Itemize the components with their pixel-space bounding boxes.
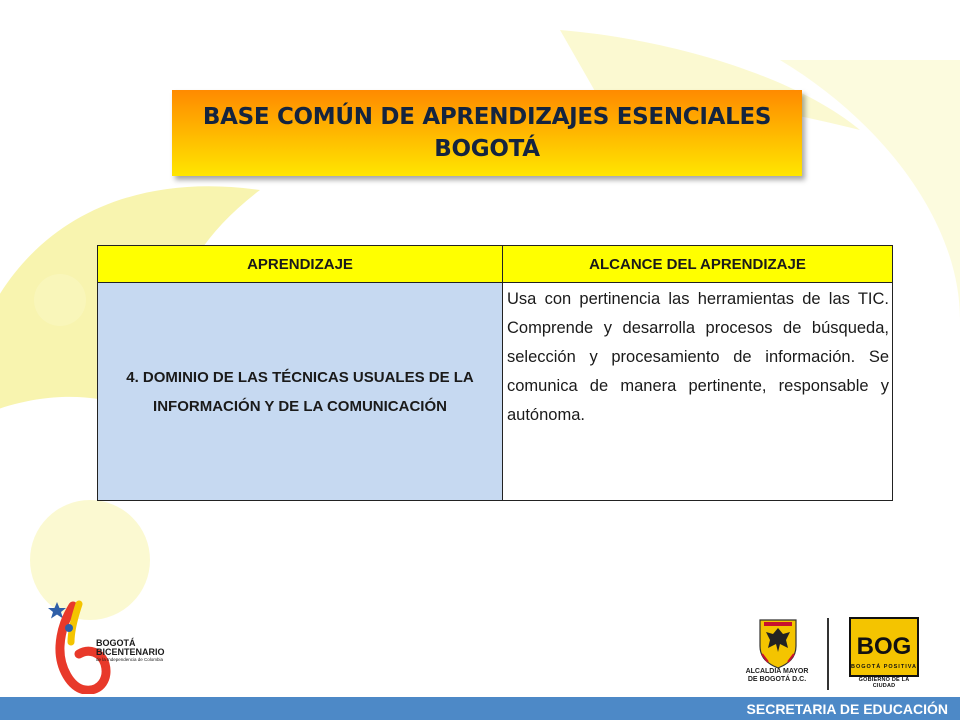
title-line-2: BOGOTÁ (434, 136, 540, 162)
bicentenario-text (96, 639, 165, 663)
bicentenario-line-1: BOGOTÁ (96, 638, 136, 648)
header-aprendizaje: APRENDIZAJE (98, 246, 503, 283)
title-line-1: BASE COMÚN DE APRENDIZAJES ESENCIALES (202, 104, 772, 130)
cell-alcance: Usa con pertinencia las herramientas de las TIC. Comprende y desarrolla procesos de búsqueda, selección y procesamiento de información. Se comunica de manera pertinente, responsable y autónoma. (503, 283, 893, 501)
title-banner (172, 90, 802, 176)
bicentenario-line-3: de la Independencia de Colombia (96, 657, 164, 662)
cell-aprendizaje: 4. DOMINIO DE LAS TÉCNICAS USUALES DE LA INFORMACIÓN Y DE LA COMUNICACIÓN (98, 283, 503, 501)
logo-divider (827, 618, 829, 690)
table-row (98, 283, 893, 501)
table-header-row (98, 246, 893, 283)
header-alcance: ALCANCE DEL APRENDIZAJE (503, 246, 893, 283)
footer-text: SECRETARIA DE EDUCACIÓN (746, 700, 948, 717)
bicentenario-line-2: BICENTENARIO (96, 647, 165, 657)
bog-word: BOGOTÁ POSITIVA (851, 664, 917, 670)
bog-mark: BOG (856, 633, 912, 660)
footer-bar (0, 697, 960, 720)
learning-table (97, 245, 893, 501)
bog-subtitle: GOBIERNO DE LA CIUDAD (858, 677, 910, 689)
alcaldia-line-2: DE BOGOTÁ D.C. (747, 676, 807, 683)
alcaldia-text (734, 668, 820, 684)
alcaldia-line-1: ALCALDÍA MAYOR (745, 668, 809, 675)
